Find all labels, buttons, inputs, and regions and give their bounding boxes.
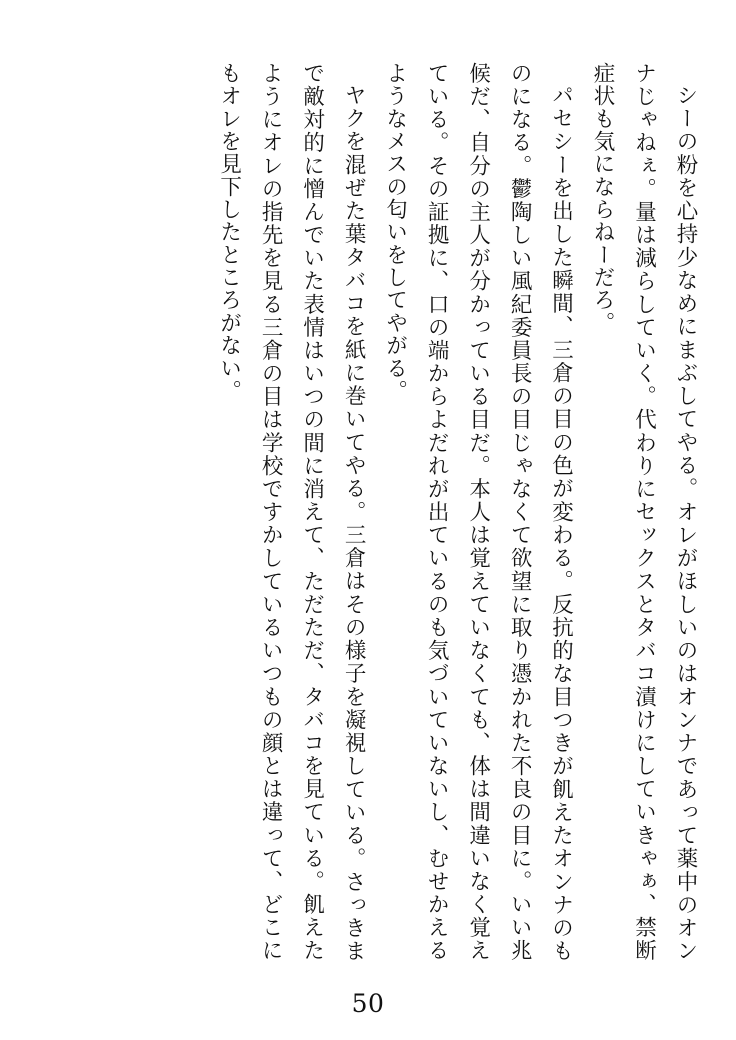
paragraph: パセシーを出した瞬間、三倉の目の色が変わる。反抗的な目つきが飢えたオンナのものになる。鬱陶しい風紀委員長の目じゃなくて欲望に取り憑かれた不良の目に。いい兆候だ、自分の主人が分かっている目だ。本人は覚えていなくても、体は間違いなく覚えている。その証拠に、口の端からよだれが出ているのも気づいていないし、むせかえるようなメスの匂いをしてやがる。	[382, 62, 574, 962]
page-number: 50	[351, 989, 385, 1018]
paragraph: シーの粉を心持少なめにまぶしてやる。オレがほしいのはオンナであって薬中のオンナじゃねぇ。量は減らしていく。代わりにセックスとタバコ漬けにしていきゃぁ、禁断症状も気にならねーだろ。	[590, 62, 698, 962]
paragraph: ヤクを混ぜた葉タバコを紙に巻いてやる。三倉はその様子を凝視している。さっきまで敵対的に憎んでいた表情はいつの間に消えて、ただただ、タバコを見ている。飢えたようにオレの指先を見る三倉の目は学校ですかしているいつもの顔とは違って、どこにもオレを見下したところがない。	[216, 62, 367, 962]
vertical-text-body	[36, 62, 706, 962]
